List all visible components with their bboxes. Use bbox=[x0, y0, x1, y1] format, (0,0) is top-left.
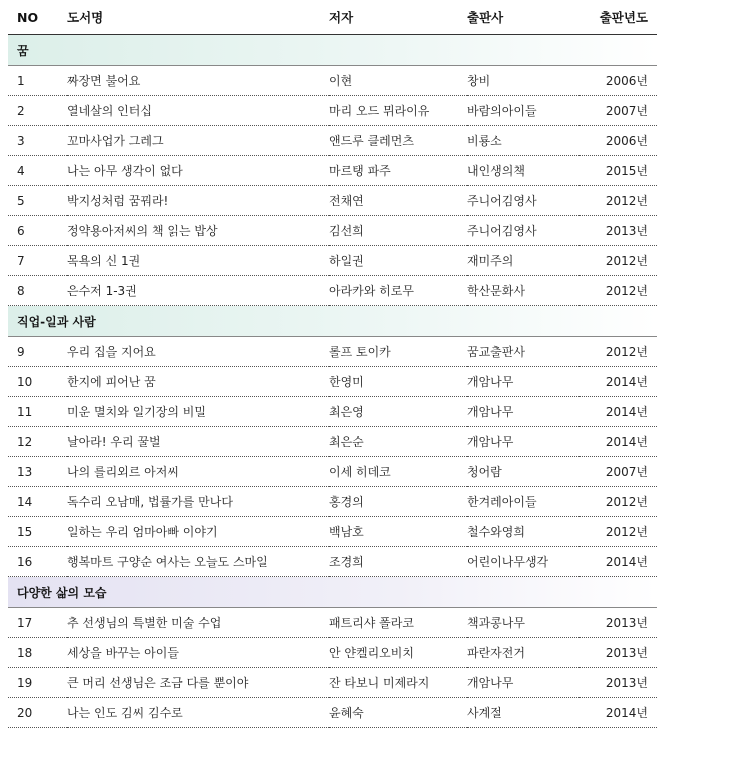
cell-title: 꼬마사업가 그레그 bbox=[67, 126, 329, 156]
cell-no: 17 bbox=[8, 608, 67, 638]
cell-title: 큰 머리 선생님은 조금 다를 뿐이야 bbox=[67, 668, 329, 698]
cell-author: 앤드루 클레먼츠 bbox=[329, 126, 467, 156]
cell-title: 추 선생님의 특별한 미술 수업 bbox=[67, 608, 329, 638]
table-body bbox=[8, 35, 657, 728]
cell-author: 백남호 bbox=[329, 517, 467, 547]
cell-year: 2015년 bbox=[579, 156, 657, 186]
cell-author: 최은순 bbox=[329, 427, 467, 457]
cell-no: 20 bbox=[8, 698, 67, 728]
cell-title: 은수저 1-3권 bbox=[67, 276, 329, 306]
cell-publisher: 재미주의 bbox=[467, 246, 579, 276]
cell-no: 5 bbox=[8, 186, 67, 216]
cell-author: 한영미 bbox=[329, 367, 467, 397]
cell-author: 마리 오드 뮈라이유 bbox=[329, 96, 467, 126]
cell-title: 나의 를리외르 아저씨 bbox=[67, 457, 329, 487]
cell-no: 6 bbox=[8, 216, 67, 246]
cell-title: 열네살의 인터십 bbox=[67, 96, 329, 126]
cell-title: 나는 인도 김씨 김수로 bbox=[67, 698, 329, 728]
cell-publisher: 학산문화사 bbox=[467, 276, 579, 306]
cell-no: 16 bbox=[8, 547, 67, 577]
cell-title: 행복마트 구양순 여사는 오늘도 스마일 bbox=[67, 547, 329, 577]
cell-no: 13 bbox=[8, 457, 67, 487]
cell-year: 2013년 bbox=[579, 638, 657, 668]
cell-publisher: 주니어김영사 bbox=[467, 216, 579, 246]
cell-year: 2012년 bbox=[579, 246, 657, 276]
cell-year: 2014년 bbox=[579, 397, 657, 427]
cell-title: 나는 아무 생각이 없다 bbox=[67, 156, 329, 186]
table-row bbox=[8, 126, 657, 156]
cell-no: 8 bbox=[8, 276, 67, 306]
cell-publisher: 책과콩나무 bbox=[467, 608, 579, 638]
cell-no: 19 bbox=[8, 668, 67, 698]
table-row bbox=[8, 457, 657, 487]
cell-year: 2014년 bbox=[579, 547, 657, 577]
cell-author: 이현 bbox=[329, 66, 467, 96]
cell-author: 최은영 bbox=[329, 397, 467, 427]
cell-no: 2 bbox=[8, 96, 67, 126]
cell-title: 독수리 오남매, 법률가를 만나다 bbox=[67, 487, 329, 517]
cell-publisher: 개암나무 bbox=[467, 668, 579, 698]
section-header-cell bbox=[8, 35, 657, 66]
cell-author: 안 얀켈리오비치 bbox=[329, 638, 467, 668]
cell-author: 홍경의 bbox=[329, 487, 467, 517]
cell-publisher: 창비 bbox=[467, 66, 579, 96]
cell-publisher: 비룡소 bbox=[467, 126, 579, 156]
header-year: 출판년도 bbox=[579, 0, 657, 35]
header-title: 도서명 bbox=[67, 0, 329, 35]
table-row bbox=[8, 608, 657, 638]
cell-year: 2013년 bbox=[579, 608, 657, 638]
cell-publisher: 바람의아이들 bbox=[467, 96, 579, 126]
book-list-table bbox=[8, 0, 657, 728]
cell-no: 10 bbox=[8, 367, 67, 397]
cell-publisher: 어린이나무생각 bbox=[467, 547, 579, 577]
section-header-row bbox=[8, 577, 657, 608]
table-row bbox=[8, 668, 657, 698]
cell-year: 2006년 bbox=[579, 66, 657, 96]
table-row bbox=[8, 246, 657, 276]
cell-title: 목욕의 신 1권 bbox=[67, 246, 329, 276]
cell-title: 박지성처럼 꿈꿔라! bbox=[67, 186, 329, 216]
cell-title: 짜장면 불어요 bbox=[67, 66, 329, 96]
header-author: 저자 bbox=[329, 0, 467, 35]
cell-year: 2006년 bbox=[579, 126, 657, 156]
cell-title: 세상을 바꾸는 아이들 bbox=[67, 638, 329, 668]
cell-publisher: 개암나무 bbox=[467, 397, 579, 427]
cell-publisher: 개암나무 bbox=[467, 427, 579, 457]
table-row bbox=[8, 96, 657, 126]
table-row bbox=[8, 638, 657, 668]
section-header-row bbox=[8, 306, 657, 337]
cell-no: 1 bbox=[8, 66, 67, 96]
cell-year: 2007년 bbox=[579, 457, 657, 487]
cell-year: 2014년 bbox=[579, 367, 657, 397]
table-row bbox=[8, 276, 657, 306]
cell-author: 롤프 토이카 bbox=[329, 337, 467, 367]
table-row bbox=[8, 66, 657, 96]
cell-publisher: 파란자전거 bbox=[467, 638, 579, 668]
cell-no: 9 bbox=[8, 337, 67, 367]
cell-no: 15 bbox=[8, 517, 67, 547]
cell-year: 2012년 bbox=[579, 517, 657, 547]
cell-title: 날아라! 우리 꿀벌 bbox=[67, 427, 329, 457]
table-row bbox=[8, 517, 657, 547]
section-header-row bbox=[8, 35, 657, 66]
section-title: 직업-일과 사람 bbox=[17, 314, 96, 329]
cell-title: 정약용아저씨의 책 읽는 밥상 bbox=[67, 216, 329, 246]
cell-title: 우리 집을 지어요 bbox=[67, 337, 329, 367]
cell-no: 7 bbox=[8, 246, 67, 276]
cell-publisher: 주니어김영사 bbox=[467, 186, 579, 216]
cell-author: 하일권 bbox=[329, 246, 467, 276]
cell-year: 2013년 bbox=[579, 216, 657, 246]
cell-publisher: 한겨레아이들 bbox=[467, 487, 579, 517]
cell-year: 2012년 bbox=[579, 276, 657, 306]
cell-author: 잔 타보니 미제라지 bbox=[329, 668, 467, 698]
cell-year: 2012년 bbox=[579, 337, 657, 367]
cell-author: 패트리샤 폴라코 bbox=[329, 608, 467, 638]
cell-author: 전채연 bbox=[329, 186, 467, 216]
cell-year: 2012년 bbox=[579, 186, 657, 216]
table-row bbox=[8, 698, 657, 728]
cell-title: 한지에 피어난 꿈 bbox=[67, 367, 329, 397]
table-row bbox=[8, 156, 657, 186]
cell-publisher: 청어람 bbox=[467, 457, 579, 487]
cell-no: 3 bbox=[8, 126, 67, 156]
table-row bbox=[8, 547, 657, 577]
cell-year: 2007년 bbox=[579, 96, 657, 126]
cell-year: 2014년 bbox=[579, 427, 657, 457]
cell-publisher: 꿈교출판사 bbox=[467, 337, 579, 367]
cell-no: 18 bbox=[8, 638, 67, 668]
section-title: 다양한 삶의 모습 bbox=[17, 585, 107, 600]
cell-no: 14 bbox=[8, 487, 67, 517]
table-row bbox=[8, 367, 657, 397]
header-no: NO bbox=[8, 0, 67, 35]
header-row bbox=[8, 0, 657, 35]
cell-author: 김선희 bbox=[329, 216, 467, 246]
table-row bbox=[8, 397, 657, 427]
cell-year: 2014년 bbox=[579, 698, 657, 728]
cell-no: 12 bbox=[8, 427, 67, 457]
cell-author: 조경희 bbox=[329, 547, 467, 577]
section-header-cell bbox=[8, 577, 657, 608]
cell-year: 2013년 bbox=[579, 668, 657, 698]
cell-no: 4 bbox=[8, 156, 67, 186]
cell-author: 아라카와 히로무 bbox=[329, 276, 467, 306]
cell-author: 이세 히데코 bbox=[329, 457, 467, 487]
cell-author: 윤혜숙 bbox=[329, 698, 467, 728]
cell-publisher: 내인생의책 bbox=[467, 156, 579, 186]
cell-no: 11 bbox=[8, 397, 67, 427]
cell-title: 미운 멸치와 일기장의 비밀 bbox=[67, 397, 329, 427]
cell-author: 마르탱 파주 bbox=[329, 156, 467, 186]
cell-publisher: 개암나무 bbox=[467, 367, 579, 397]
section-header-cell bbox=[8, 306, 657, 337]
table-row bbox=[8, 186, 657, 216]
cell-title: 일하는 우리 엄마아빠 이야기 bbox=[67, 517, 329, 547]
header-publisher: 출판사 bbox=[467, 0, 579, 35]
table-row bbox=[8, 337, 657, 367]
cell-publisher: 철수와영희 bbox=[467, 517, 579, 547]
table-row bbox=[8, 216, 657, 246]
table-row bbox=[8, 427, 657, 457]
section-title: 꿈 bbox=[17, 43, 29, 58]
cell-publisher: 사계절 bbox=[467, 698, 579, 728]
cell-year: 2012년 bbox=[579, 487, 657, 517]
table-row bbox=[8, 487, 657, 517]
